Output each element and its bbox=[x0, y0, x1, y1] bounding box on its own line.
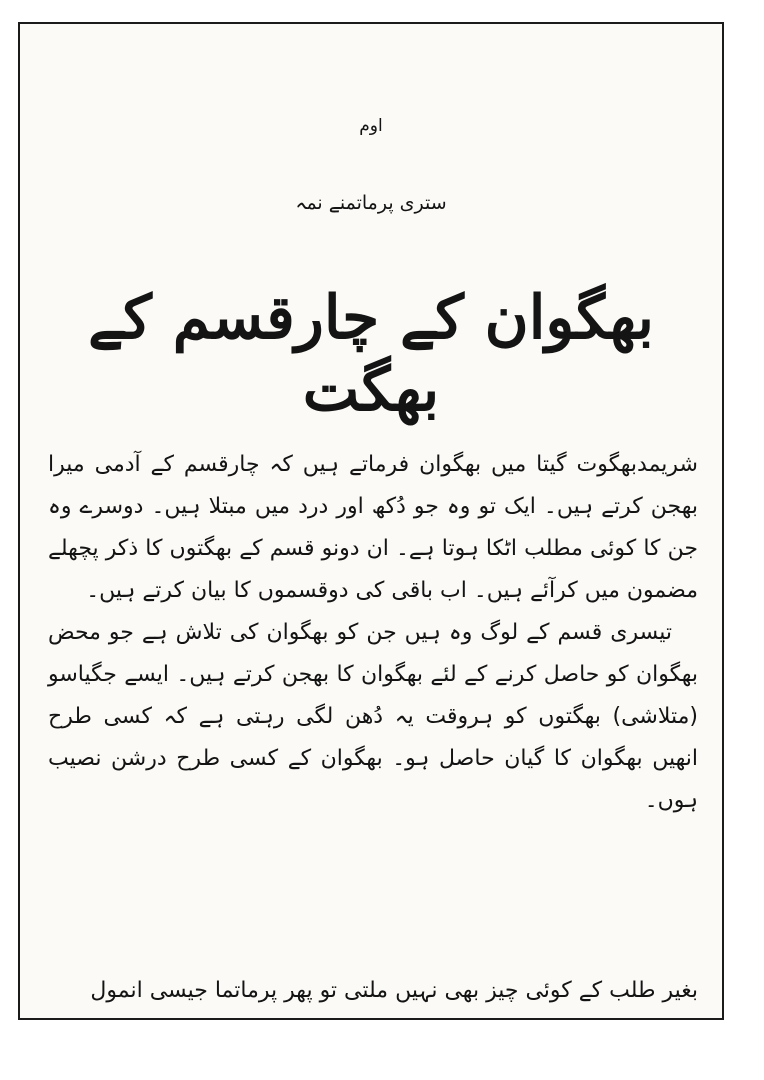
article-body bbox=[48, 444, 698, 822]
paragraph-2: تیسری قسم کے لوگ وہ ہیں جن کو بھگوان کی تلاش ہے جو محض بھگوان کو حاصل کرنے کے لئے بھگوان کا بھجن کرتے ہیں۔ ایسے جگیاسو (متلاشی) بھگتوں کو ہروقت یہ دُھن لگی رہتی ہے کہ کسی طرح انھیں بھگوان کا گیان حاصل ہو۔ بھگوان کے کسی طرح درشن نصیب ہوں۔ bbox=[48, 620, 698, 813]
paragraph-1: شریمدبھگوت گیتا میں بھگوان فرماتے ہیں کہ چارقسم کے آدمی میرا بھجن کرتے ہیں۔ ایک تو وہ جو دُکھ اور درد میں مبتلا ہیں۔ دوسرے وہ جن کا کوئی مطلب اٹکا ہوتا ہے۔ ان دونو قسم کے بھگتوں کا ذکر پچھلے مضمون میں کرآئے ہیں۔ اب باقی کی دوقسموں کا بیان کرتے ہیں۔ bbox=[48, 452, 698, 603]
om-heading: اوم bbox=[359, 116, 383, 136]
invocation-line: ستری پرماتمنے نمہ bbox=[295, 192, 447, 214]
page-title: بھگوان کے چارقسم کے بھگت bbox=[88, 283, 654, 425]
paragraph-3-line: بغیر طلب کے کوئی چیز بھی نہیں ملتی تو پھر پرماتما جیسی انمول bbox=[90, 978, 698, 1003]
document-page bbox=[18, 22, 724, 1020]
